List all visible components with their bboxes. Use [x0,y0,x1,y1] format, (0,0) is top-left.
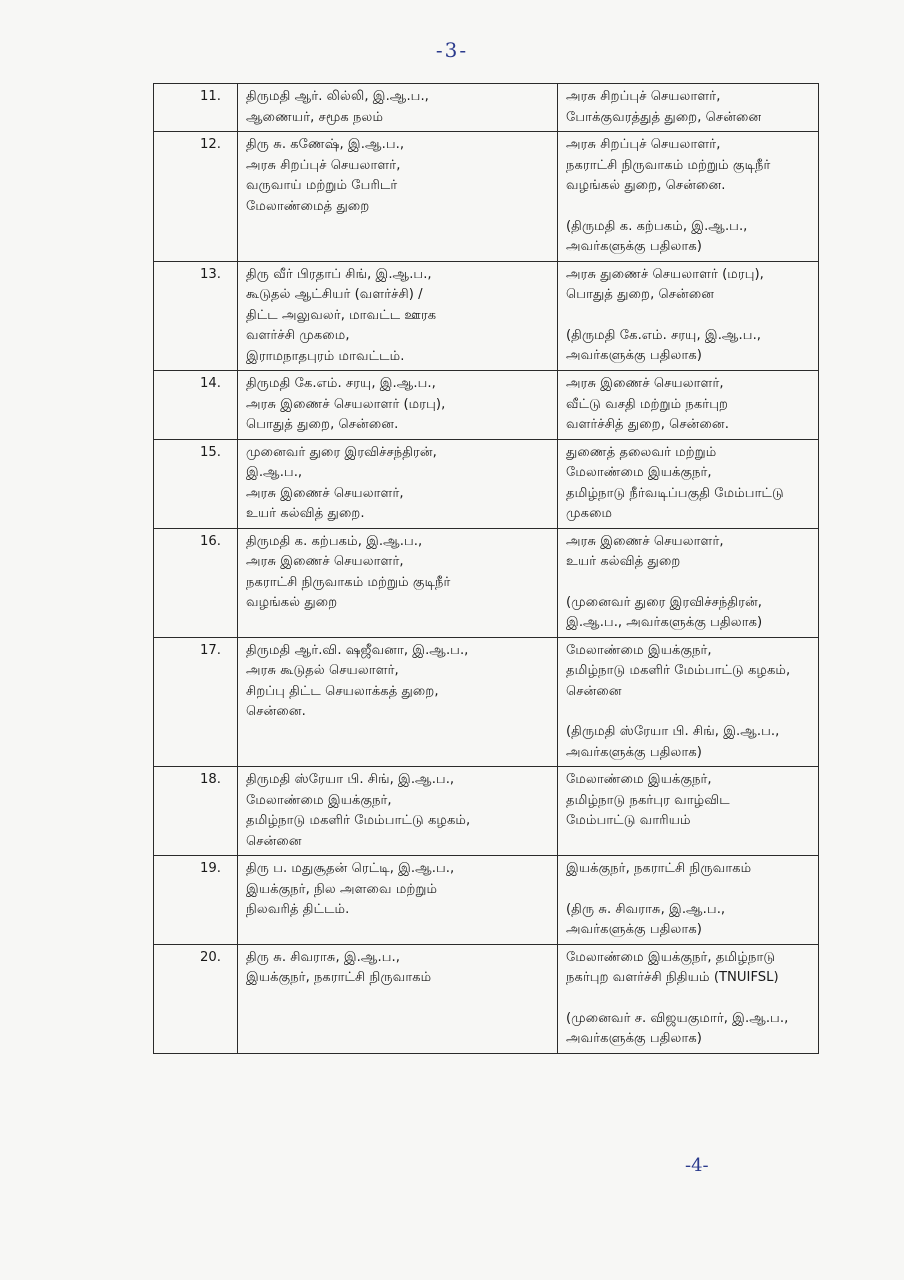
note-spacer [566,573,812,593]
replacement-note-line: (முனைவர் துரை இரவிச்சந்திரன், [566,594,762,610]
replacement-note-line: (திருமதி கே.எம். சரயு, இ.ஆ.ப., [566,327,761,343]
new-posting-line: துணைத் தலைவர் மற்றும் [566,444,717,460]
table-row [154,944,819,1053]
current-post-line: அரசு இணைச் செயலாளர், [246,485,404,501]
current-post-line: மேலாண்மைத் துறை [246,198,370,214]
officer-current-post [238,261,558,371]
new-posting [558,261,819,371]
serial-number: 20. [154,944,238,1053]
current-post-line: ஆணையர், சமூக நலம் [246,109,384,125]
current-post-line: வருவாய் மற்றும் பேரிடர் [246,178,398,193]
replacement-note-line: அவர்களுக்கு பதிலாக) [566,922,702,937]
new-posting [558,439,819,528]
current-post-line: இராமநாதபுரம் மாவட்டம். [246,348,405,364]
current-post-line: திருமதி கே.எம். சரயு, இ.ஆ.ப., [246,376,436,391]
table-row [154,528,819,637]
new-posting-line: முகமை [566,506,613,521]
current-post-line: இயக்குநர், நில அளவை மற்றும் [246,881,438,897]
replacement-note-line: (திருமதி க. கற்பகம், இ.ஆ.ப., [566,218,748,234]
serial-number: 14. [154,371,238,440]
table-row [154,637,819,767]
officer-current-post [238,84,558,132]
current-post-line: திரு சு. கணேஷ், இ.ஆ.ப., [246,137,405,152]
new-posting-line: மேலாண்மை இயக்குநர், தமிழ்நாடு [566,949,776,965]
new-posting [558,944,819,1053]
officer-current-post [238,637,558,767]
new-posting-line: அரசு இணைச் செயலாளர், [566,533,724,549]
current-post-line: மேலாண்மை இயக்குநர், [246,792,392,808]
replacement-note-line: அவர்களுக்கு பதிலாக) [566,1031,702,1046]
current-post-line: முனைவர் துரை இரவிச்சந்திரன், [246,444,437,460]
replacement-note-line: அவர்களுக்கு பதிலாக) [566,744,702,760]
new-posting-line: வீட்டு வசதி மற்றும் நகர்புற [566,396,728,412]
new-posting-line: தமிழ்நாடு மகளிர் மேம்பாட்டு கழகம், [566,663,791,678]
current-post-line: தமிழ்நாடு மகளிர் மேம்பாட்டு கழகம், [246,813,471,828]
new-posting-line: தமிழ்நாடு நகர்புர வாழ்விட [566,792,730,808]
replacement-note-line: (திரு சு. சிவராசு, இ.ஆ.ப., [566,901,726,917]
note-spacer [566,197,812,217]
table-row [154,371,819,440]
current-post-line: நிலவரித் திட்டம். [246,902,350,917]
current-post-line: சென்னை [246,833,302,849]
officer-current-post [238,944,558,1053]
officer-current-post [238,856,558,945]
table-row [154,767,819,856]
current-post-line: வளர்ச்சி முகமை, [246,328,350,343]
new-posting-line: இயக்குநர், நகராட்சி நிருவாகம் [566,861,752,876]
current-post-line: அரசு கூடுதல் செயலாளர், [246,663,399,678]
current-post-line: அரசு இணைச் செயலாளர், [246,554,404,569]
new-posting-line: நகராட்சி நிருவாகம் மற்றும் குடிநீர் [566,157,771,173]
officer-current-post [238,132,558,262]
new-posting-line: போக்குவரத்துத் துறை, சென்னை [566,109,762,125]
current-post-line: திருமதி க. கற்பகம், இ.ஆ.ப., [246,533,423,549]
transfer-table [153,83,819,1054]
next-page-marker: -4- [685,1155,709,1176]
table-row [154,261,819,371]
serial-number: 15. [154,439,238,528]
current-post-line: திரு வீர் பிரதாப் சிங், இ.ஆ.ப., [246,266,432,282]
replacement-note-line: (திருமதி ஸ்ரேயா பி. சிங், இ.ஆ.ப., [566,724,780,739]
current-post-line: திருமதி ஆர். லில்லி, இ.ஆ.ப., [246,89,429,104]
new-posting-line: மேலாண்மை இயக்குநர், [566,465,712,480]
current-post-line: திரு சு. சிவராசு, இ.ஆ.ப., [246,949,400,965]
replacement-note-line: அவர்களுக்கு பதிலாக) [566,239,702,254]
new-posting [558,371,819,440]
table-row [154,856,819,945]
serial-number: 12. [154,132,238,262]
new-posting-line: மேலாண்மை இயக்குநர், [566,642,712,658]
replacement-note-line: அவர்களுக்கு பதிலாக) [566,348,702,363]
current-post-line: உயர் கல்வித் துறை. [246,506,365,521]
current-post-line: திட்ட அலுவலர், மாவட்ட ஊரக [246,307,437,323]
current-post-line: இ.ஆ.ப., [246,465,303,480]
officer-current-post [238,371,558,440]
current-post-line: சென்னை. [246,704,306,719]
current-post-line: அரசு சிறப்புச் செயலாளர், [246,157,401,173]
replacement-note-line: (முனைவர் ச. விஜயகுமார், இ.ஆ.ப., [566,1010,789,1026]
current-post-line: சிறப்பு திட்ட செயலாக்கத் துறை, [246,683,439,699]
new-posting-line: அரசு சிறப்புச் செயலாளர், [566,137,721,152]
new-posting-line: வளர்ச்சித் துறை, சென்னை. [566,417,729,432]
note-spacer [566,306,812,326]
serial-number: 19. [154,856,238,945]
new-posting-line: நகர்புற வளர்ச்சி நிதியம் (TNUIFSL) [566,970,779,985]
current-post-line: அரசு இணைச் செயலாளர் (மரபு), [246,396,446,412]
new-posting [558,767,819,856]
current-post-line: பொதுத் துறை, சென்னை. [246,417,399,432]
table-row [154,84,819,132]
new-posting-line: பொதுத் துறை, சென்னை [566,287,715,302]
new-posting [558,856,819,945]
note-spacer [566,989,812,1009]
note-spacer [566,702,812,722]
replacement-note-line: இ.ஆ.ப., அவர்களுக்கு பதிலாக) [566,615,763,630]
new-posting-line: உயர் கல்வித் துறை [566,554,681,569]
table-row [154,132,819,262]
serial-number: 11. [154,84,238,132]
new-posting-line: அரசு துணைச் செயலாளர் (மரபு), [566,266,764,282]
current-post-line: நகராட்சி நிருவாகம் மற்றும் குடிநீர் [246,574,451,590]
serial-number: 18. [154,767,238,856]
officer-current-post [238,528,558,637]
new-posting-line: மேலாண்மை இயக்குநர், [566,772,712,787]
serial-number: 17. [154,637,238,767]
current-post-line: கூடுதல் ஆட்சியர் (வளர்ச்சி) / [246,287,423,302]
new-posting-line: அரசு சிறப்புச் செயலாளர், [566,89,721,104]
current-post-line: திருமதி ஆர்.வி. ஷஜீவனா, இ.ஆ.ப., [246,642,469,658]
new-posting-line: மேம்பாட்டு வாரியம் [566,813,691,828]
table-row [154,439,819,528]
current-post-line: திருமதி ஸ்ரேயா பி. சிங், இ.ஆ.ப., [246,772,455,787]
new-posting [558,132,819,262]
transfer-table-body [154,84,819,1054]
new-posting [558,84,819,132]
current-post-line: இயக்குநர், நகராட்சி நிருவாகம் [246,970,432,985]
current-post-line: திரு ப. மதுசூதன் ரெட்டி, இ.ஆ.ப., [246,861,455,876]
officer-current-post [238,767,558,856]
officer-current-post [238,439,558,528]
current-post-line: வழங்கல் துறை [246,595,338,610]
note-spacer [566,880,812,900]
new-posting-line: அரசு இணைச் செயலாளர், [566,376,724,391]
new-posting-line: வழங்கல் துறை, சென்னை. [566,178,726,193]
serial-number: 13. [154,261,238,371]
new-posting-line: சென்னை [566,683,622,699]
new-posting [558,528,819,637]
new-posting [558,637,819,767]
page-number-top: -3- [435,38,469,62]
serial-number: 16. [154,528,238,637]
new-posting-line: தமிழ்நாடு நீர்வடிப்பகுதி மேம்பாட்டு [566,485,784,501]
